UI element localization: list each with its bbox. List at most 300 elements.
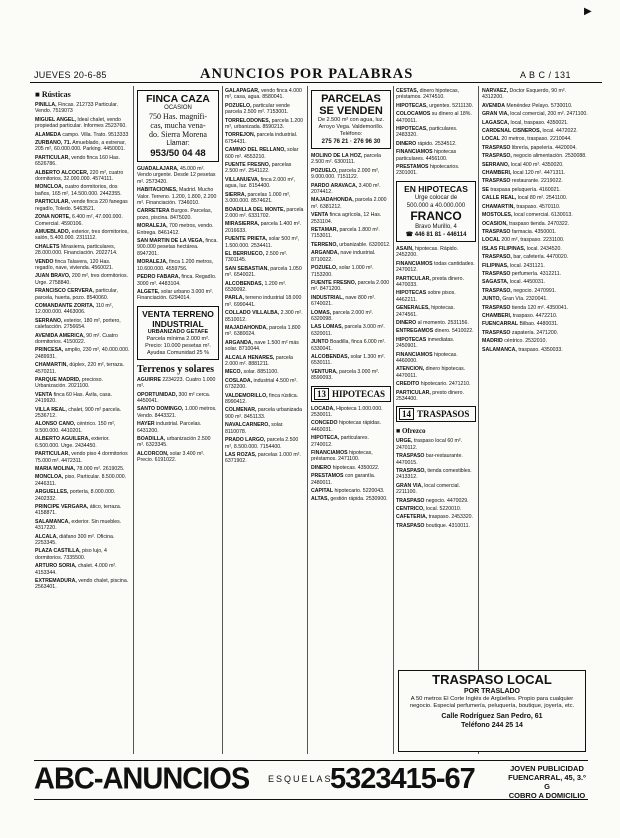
classified-ad (311, 496, 391, 502)
ad-box-headline: PARCELAS (321, 93, 381, 105)
ad-lead: FINANCIAMOS (396, 260, 433, 267)
classified-ad (311, 406, 391, 419)
ad-body: parcela 1.200 m², urbanizada. 8590213. (225, 117, 304, 131)
ad-body: negocio. 4470029. (425, 497, 469, 504)
ad-lead: HAYER (137, 421, 155, 428)
ad-body: Ideal chalet, vendo propiedad particular. Informes 2523760. (35, 116, 127, 130)
classified-ad (311, 450, 391, 463)
ad-lead: CESTAS, (396, 88, 419, 94)
classified-ad (225, 207, 305, 220)
classified-ad (482, 271, 588, 277)
ad-lead: PRESTAMOS (311, 473, 344, 480)
ad-lead: DINERO (396, 140, 417, 147)
ad-body: parcela urbanizada 900 m². 8451133. (225, 407, 302, 420)
ad-lead: SIERRA, (225, 191, 247, 198)
ad-lead: HIPOTECAS (396, 290, 427, 297)
ad-lead: CARDENAL CISNEROS, (482, 128, 541, 135)
classified-ad (396, 498, 476, 504)
classified-ad (225, 221, 305, 234)
ad-body: industrial. Parcelas. 6431200. (137, 421, 202, 434)
ad-box-line: URBANIZADO GETAFE (147, 328, 209, 335)
ad-body: parcela 1.800 m². 6380024. (225, 325, 301, 338)
ad-lead: LAS LOMAS, (311, 324, 343, 331)
ad-body: 110 m², 12.000.000. 4463006. (35, 302, 113, 316)
ad-body: traspaso. 4472210. (512, 312, 558, 319)
ad-box-franco (396, 181, 476, 242)
ad-box-headline: INDUSTRIAL (152, 318, 204, 329)
classified-ad (225, 393, 305, 406)
ad-body: parcelas 1.000 m², 3.000.000. 8574621. (225, 191, 291, 205)
ad-body: finca rústica. 8990412. (225, 392, 299, 406)
classified-ad (35, 244, 130, 257)
ad-body: Burgos. Parcelas, pozo, piscina. 8475020. (137, 208, 212, 221)
classified-ad (482, 204, 588, 210)
ad-lead: TRASPASO (482, 228, 511, 235)
classified-ad (482, 178, 588, 184)
footer-agency-name: JOVEN PUBLICIDAD (510, 764, 584, 773)
ad-lead: PRADO LARGO, (225, 437, 266, 444)
ad-lead: DINERO (396, 319, 417, 326)
ad-lead: HIPOTECAS, (396, 126, 428, 133)
classified-ad (311, 488, 391, 494)
classified-ad (482, 279, 588, 285)
classified-ad (482, 120, 588, 126)
ad-lead: PARTICULAR, (396, 389, 431, 396)
ad-lead: COMANDANTE ZORITA, (35, 302, 95, 309)
ad-body: perfumería. 4312211. (511, 270, 562, 277)
ad-lead: GRAN VIA, (396, 482, 423, 489)
ad-body: 6.400 m², 47.000.000. Comercial. 4590106. (35, 214, 123, 227)
ad-lead: TORRELODONES, (225, 117, 271, 124)
ad-body: al momento. 2531156. (417, 319, 469, 326)
ad-lead: MADRID (482, 338, 503, 345)
ad-box-parcelas (311, 90, 391, 149)
ad-lead: VENDO (35, 258, 54, 265)
ad-lead: MAJADAHONDA, (311, 197, 354, 204)
ad-lead: SAGASTA, (482, 279, 509, 286)
ad-lead: HABITACIONES, (137, 187, 178, 194)
ad-lead: GALAPAGAR, (225, 88, 260, 94)
ad-body: piso. Particular. 8.500.000. 2446311. (35, 474, 127, 487)
ad-body: dinero hipotecas, préstamos. 2474510. (396, 88, 460, 101)
classified-ad (396, 352, 476, 365)
classified-ad (482, 153, 588, 159)
classified-ad (35, 199, 130, 212)
ad-lead: SALAMANCA, (482, 346, 517, 353)
ad-lead: VENTA (35, 391, 53, 398)
ad-lead: ARGUELLES, (35, 489, 69, 496)
classified-ad (311, 465, 391, 471)
classified-ad (137, 238, 219, 257)
ad-body: terreno industrial 18.000 m². 6990441. (225, 295, 302, 308)
classified-ad (482, 111, 588, 117)
classified-ad (35, 451, 130, 464)
ad-lead: VALDEMORILLO, (225, 392, 268, 399)
classified-ad (396, 126, 476, 139)
ad-body: 220 m², cuatro dormitorios, 32.000.000. 4574111. (35, 169, 124, 183)
classified-ad (311, 324, 391, 337)
ad-lead: SERRANO, (35, 317, 63, 324)
ad-body: parcela 2.000 m². 6320098. (311, 309, 374, 322)
classified-ad (35, 504, 130, 517)
classified-ad (396, 276, 476, 289)
ad-lead: SE (482, 186, 489, 193)
ad-lead: AMUEBLADO, (35, 228, 71, 235)
ad-list (35, 102, 130, 591)
ad-body: local 120 m². 4471311. (512, 170, 566, 177)
column-divider (478, 86, 479, 754)
ad-lead: PINILLA, (35, 102, 57, 108)
ad-lead: ALCORCON, (137, 450, 169, 457)
classified-ad (482, 263, 588, 269)
classified-ad (396, 506, 476, 512)
classified-ad (396, 246, 476, 259)
ad-lead: TRASPASO (482, 329, 511, 336)
ad-body: parcela 1.050 m². 6540021. (225, 265, 302, 279)
ad-body: particulares. 2483320. (396, 126, 458, 139)
section-heading-traspasos (396, 406, 476, 422)
classified-ad (396, 320, 476, 326)
classified-ad (35, 140, 130, 153)
ad-body: campo. Villa. Trato. 9513333 (62, 131, 129, 138)
header-rule (30, 82, 602, 83)
classified-ad (35, 288, 130, 301)
ad-box-line: do. Sierra Morena (149, 130, 207, 139)
ad-lead: SAN SEBASTIAN, (225, 265, 269, 272)
ad-lead: HIPOTECAS (396, 336, 427, 343)
classified-ad (35, 377, 130, 390)
classified-ad (137, 166, 219, 185)
ad-body: solar. 8851100. (243, 369, 279, 376)
ad-body: gestión rápida. 2530900. (330, 496, 388, 503)
ad-lead: JUNTO (311, 339, 329, 346)
ad-body: 78.000 m². 2619025. (76, 465, 125, 472)
page-title: ANUNCIOS POR PALABRAS (200, 66, 414, 82)
ad-box-brand: FRANCO (410, 208, 462, 223)
ad-body: Amueblado, a estrenar, 205 m², 60.000.000. Parking. 4450001. (35, 140, 126, 153)
ad-lead: PRINCIPE VERGARA, (35, 503, 89, 510)
ad-lead: CHAMARTIN, (482, 203, 515, 210)
ad-body: finca 60 Has. Ávila, casa. 2419920. (35, 391, 112, 405)
ad-box-line: A 50 metros El Corte Inglés de Argüelles. Propio para cualquier negocio. Especial perfumería, peluquería, boutique, joyería, etc. (409, 696, 575, 709)
section-heading-hipotecas (311, 386, 391, 402)
ad-box-phone: Teléfono 244 25 14 (461, 722, 523, 729)
ad-lead: FINANCIAMOS (396, 149, 433, 156)
ad-body: parcela 2.000 m², 9.000.000. 7151122. (311, 167, 380, 181)
ad-body: dinero hipotecas. 4470011. (396, 366, 466, 379)
classified-ad (137, 451, 219, 464)
ad-lead: AVENIDA (482, 102, 505, 109)
ad-lead: TRASPASO (482, 270, 511, 277)
ad-lead: MORALEJA, (137, 259, 168, 266)
ad-lead: PARQUE MADRID, (35, 377, 81, 384)
ad-body: parcela 2.000 m². 6381212. (311, 197, 387, 210)
ad-body: parcela 2.000 m². 8881211. (225, 354, 293, 368)
ad-body: farmacia. 4350001. (511, 228, 557, 235)
classified-ad (35, 333, 130, 346)
classified-ad (311, 354, 391, 367)
ad-box-subheadline: POR TRASLADO (464, 688, 520, 695)
ad-lead: RETAMAR, (311, 227, 338, 234)
column-rusticas (35, 88, 130, 756)
ad-body: urbanizable. 6320012. (339, 241, 391, 248)
ad-box-line: OCASION (164, 105, 192, 111)
ad-body: finca agrícola, 12 Has. 2531104. (311, 212, 382, 225)
ad-box-line: De 2.500 m² con agua, luz. Arroyo Vega. Valdemorillo. Teléfono: (317, 117, 385, 137)
ad-lead: FINANCIAMOS (311, 450, 348, 457)
ad-body: piso lujo, 4 dormitorios. 7335500. (35, 548, 107, 561)
classified-ad (482, 170, 588, 176)
classified-ad (35, 421, 130, 434)
classified-ad (225, 325, 305, 338)
ad-lead: CONCEDO (311, 420, 338, 427)
ad-lead: PARDO ARAVACA, (311, 182, 358, 189)
ad-lead: ALCALA HENARES, (225, 354, 275, 361)
ad-box-terreno-industrial (137, 306, 219, 360)
corner-mark: ▶ (584, 6, 592, 17)
ad-lead: URGE, (396, 438, 413, 445)
classified-ad (225, 162, 305, 175)
ad-body: finca. 900.000 pesetas hectárea. 8947201. (137, 238, 218, 257)
ad-body: 700 metros, vendo. Entrega. 8461412. (137, 223, 214, 236)
ad-body: particulares. 2740012. (311, 435, 369, 448)
classified-ad (137, 406, 219, 419)
ad-lead: POZUELO, (311, 265, 338, 272)
ad-box-headline: FINCA CAZA (146, 93, 210, 105)
classified-ad (35, 534, 130, 547)
classified-ad (225, 281, 305, 294)
ad-box-finca-caza (137, 90, 219, 162)
ad-body: parcelas 2.500 m². 2541122. (225, 162, 292, 175)
classified-ad (311, 369, 391, 382)
classified-ad (396, 483, 476, 496)
classified-ad (311, 242, 391, 248)
section-heading: Terrenos y solares (137, 363, 215, 375)
ad-lead: CALLE REAL, (482, 195, 517, 202)
ad-lead: CAFETERIA, (396, 514, 428, 521)
classified-ad (225, 369, 305, 375)
ad-lead: ALCOBENDAS, (225, 280, 264, 287)
ad-body: Mirasierra, particulares, 28.000.000. Financiación. 2022714. (35, 243, 118, 257)
ad-lead: MAJADAHONDA, (225, 325, 268, 331)
classified-ad (35, 407, 130, 420)
ad-body: diáfano 300 m². Oficina. 2253345. (35, 533, 115, 546)
ad-body: hipotecas. 4460000. (396, 351, 458, 364)
classified-ad (482, 338, 588, 344)
classified-ad (396, 164, 476, 177)
ad-body: 2.300 m². 8510012. (225, 310, 303, 323)
ad-body: local, traspaso. 4350021. (510, 119, 569, 126)
ad-body: 300 m² cerca. 4450041. (137, 391, 211, 404)
ad-body: particular, parcela, huerta, pozo. 8540060. (35, 288, 118, 301)
ad-body: local. 4472022. (542, 128, 578, 135)
ad-lead: LAGASCA, (482, 119, 510, 126)
classified-ad (35, 117, 130, 130)
ad-body: exterior, tres dormitorios, salón, 5.400.000. 2311112. (35, 228, 129, 242)
classified-ad (35, 273, 130, 286)
ad-lead: PARTICULAR, (35, 154, 70, 161)
ad-lead: LAS ROZAS, (225, 451, 257, 458)
classified-ad (137, 436, 219, 449)
ad-body: hipotecas particulares. 4456100. (396, 149, 457, 162)
ad-lead: LOMAS, (311, 309, 332, 316)
ad-body: parcela 1.400 m². 2016633. (225, 221, 302, 234)
column-hipotecas-2 (396, 88, 476, 756)
footer-agency-note: COBRO A DOMICILIO (508, 791, 586, 800)
ad-body: traspaso. 2453320. (428, 514, 473, 521)
classified-ad (137, 259, 219, 272)
ad-body: Doctor Esquerdo, 90 m². 4312200. (482, 88, 567, 101)
classified-ad (396, 141, 476, 147)
ad-lead: CAMINO DEL RELLANO, (225, 147, 286, 154)
classified-ad (35, 392, 130, 405)
ad-lead: TORREJON, (225, 132, 256, 139)
ad-body: chalet, 900 m² parcela. 2536712. (35, 406, 122, 420)
classified-ad (396, 337, 476, 350)
ad-box-line: cas, mucha vena- (150, 121, 206, 130)
classified-ad (396, 149, 476, 162)
ad-lead: ALCOBENDAS, (311, 353, 350, 360)
ad-box-phone: 275 76 21 · 276 96 30 (321, 139, 381, 145)
ad-body: rápido. 2534512. (417, 140, 457, 147)
ad-lead: MORALEJA, (137, 223, 168, 230)
classified-ad (35, 318, 130, 331)
classified-ad (35, 214, 130, 227)
ad-lead: SERRANO, (482, 161, 510, 168)
ad-lead: ATENCION, (396, 366, 425, 373)
classified-ad (35, 578, 130, 591)
classified-ad (396, 290, 476, 303)
classified-ad (482, 254, 588, 260)
ad-lead: MECO, (225, 369, 243, 376)
section-number: 13 (314, 388, 329, 400)
ad-body: hipotecario. 5220043. (334, 488, 385, 495)
ad-lead: ISLAS FILIPINAS, (482, 245, 526, 252)
ad-lead: TRASPASO, (396, 468, 426, 475)
section-label: HIPOTECAS (332, 388, 386, 399)
ad-list (137, 166, 219, 302)
classified-ad (311, 339, 391, 352)
classified-ad (482, 305, 588, 311)
ad-lead: MONCLOA, (35, 184, 64, 191)
ad-lead: COSLADA, (225, 377, 253, 384)
ad-body: vendo piso 4 dormitorios 75.000 m². 4472311. (35, 451, 128, 464)
ad-lead: COLLADO VILLALBA, (225, 310, 280, 317)
ad-lead: TRASPASO (482, 178, 511, 185)
ad-lead: SANTO DOMINGO, (137, 406, 184, 413)
classified-ad (396, 103, 476, 109)
ad-lead: LOCADA, (311, 405, 335, 412)
ad-lead: ALGETE, (137, 288, 160, 295)
ad-box-line: Bravo Murillo, 4 (415, 223, 457, 230)
ad-body: hipotecario. 2471210. (420, 381, 471, 388)
ad-body: traspasa peluquería. 4160021. (490, 186, 561, 193)
ad-body: traspaso. 4570110. (516, 203, 561, 210)
classified-ad (35, 474, 130, 487)
ad-box-line: 750 Has. magnífi- (149, 112, 207, 121)
classified-ad (225, 437, 305, 450)
column-hipotecas (311, 88, 391, 756)
ad-lead: CHALETS (35, 243, 60, 250)
classified-ad (137, 187, 219, 206)
ad-box-line: 500.000 a 40.000.000 (406, 202, 466, 209)
ad-lead: BOADILLA DEL MONTE, (225, 206, 285, 213)
ad-body: restaurante. 2219022. (511, 178, 563, 185)
ad-lead: GRAN VIA, (482, 111, 509, 118)
classified-ad (482, 246, 588, 252)
classified-ad (225, 422, 305, 435)
ad-body: parcela 2.500 m², 8.500.000. 7154400. (225, 437, 299, 450)
classified-ad (482, 330, 588, 336)
page-number: A B C / 131 (520, 70, 572, 80)
classified-ad (225, 340, 305, 353)
ad-body: local comercial. 6130013. (513, 212, 573, 219)
classified-ad (35, 155, 130, 168)
classified-ad (225, 88, 305, 101)
ad-list (396, 246, 476, 403)
sub-heading: ■ Ofrezco (396, 427, 426, 436)
ad-lead: TRASPASO, (482, 254, 512, 261)
ad-lead: CENTRICO, (396, 506, 425, 513)
ad-list (396, 438, 476, 529)
classified-ad (225, 407, 305, 420)
ad-body: ático, terraza. 4158871. (35, 503, 122, 517)
ad-lead: HIPOTECAS, (396, 102, 428, 109)
ad-lead: ALBERTO AGUILERA, (35, 436, 90, 443)
ad-body: 45.000 m². Vendo urgente. Desde 12 pesetas m². 2573420. (137, 166, 216, 185)
ad-body: urbanización 2.500 m². 6323345. (137, 435, 211, 449)
classified-ad (137, 289, 219, 302)
classified-ad (396, 328, 476, 334)
ad-body: su dinero al 18%. 4470011. (396, 111, 472, 124)
ad-box-address: Calle Rodríguez San Pedro, 61 (441, 713, 543, 720)
classified-ad (137, 392, 219, 405)
classified-ad (35, 519, 130, 532)
ad-lead: PARTICULAR, (35, 199, 70, 206)
ad-box-phone: ☎ 446 81 81 - 446114 (405, 231, 467, 238)
footer-brand: ABC-ANUNCIOS (34, 762, 250, 796)
ad-lead: ZURBANO, 71. (35, 140, 72, 147)
ad-body: urgentes. 5211130. (429, 102, 474, 109)
classified-ad (311, 168, 391, 181)
ad-lead: ENTREGAMOS (396, 328, 434, 335)
classified-ad (396, 390, 476, 403)
ad-lead: LOCAL (482, 136, 500, 143)
ad-body: céntrico. 2532010. (504, 338, 547, 345)
classified-ad (35, 548, 130, 561)
ad-lead: PRINCESA, (35, 347, 64, 354)
ad-box-headline: EN HIPOTECAS (404, 183, 468, 194)
ad-box-line: Parcela mínima 2.000 m². Precio: 10.000 pesetas m². (145, 335, 211, 349)
ad-lead: FUENTE FRESNO, (311, 279, 357, 286)
ad-lead: TERRENO, (311, 241, 338, 248)
classified-ad (35, 229, 130, 242)
ad-lead: HIPOTECA, (311, 435, 340, 442)
footer-banner (34, 760, 588, 800)
ad-body: negocio. 2470991. (513, 287, 557, 294)
ad-lead: TRASPASO (396, 497, 425, 504)
ad-body: nave 1.500 m² más solar. 8710044. (225, 339, 299, 353)
ad-lead: MIRASIERRA, (225, 221, 260, 228)
ad-lead: VILLANUEVA, (225, 176, 260, 183)
ad-body: nave industrial. 8710022. (311, 250, 376, 263)
ad-lead: ALBERTO ALCOCER, (35, 169, 89, 176)
classified-ad (225, 236, 305, 249)
ad-body: solar 500 m², 1.500.000. 2534411. (225, 236, 300, 249)
ad-body: parcela 3.000 m². 6320011. (311, 324, 385, 337)
ad-body: céntrico. 150 m², 9.500.000. 4410201. (35, 421, 116, 434)
ad-lead: CHAMBERI, (482, 312, 512, 319)
